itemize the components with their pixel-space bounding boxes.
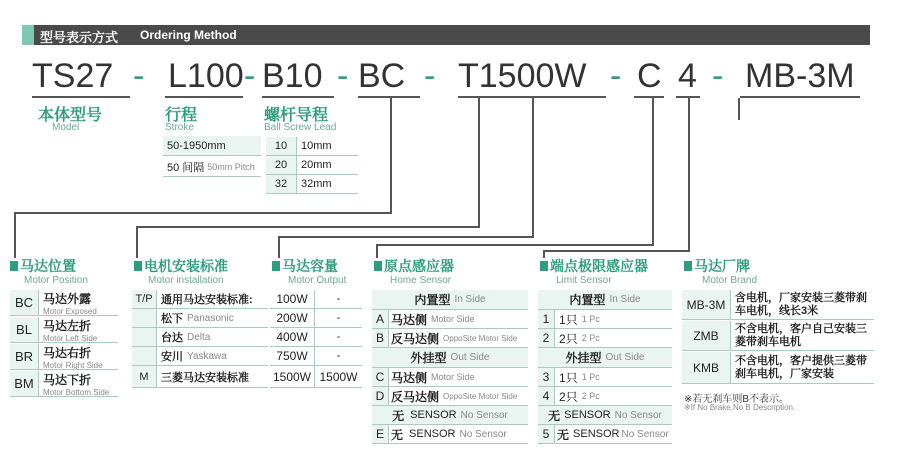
home-title: 原点感应器: [374, 256, 454, 276]
brand-desc: 不含电机，客户自己安装三菱带刹车电机: [730, 321, 874, 351]
code-limit: 4: [678, 57, 697, 95]
connector: [532, 98, 534, 238]
home-code: A: [372, 310, 388, 329]
header-title-cn: 型号表示方式: [40, 30, 119, 45]
connector: [738, 98, 740, 120]
square-icon: [684, 261, 692, 271]
square-icon: [374, 261, 382, 271]
home-desc: 马达侧 Motor Side: [388, 368, 528, 387]
home-desc: 马达侧 Motor Side: [388, 310, 528, 329]
limit-desc: 2只 2 Pc: [554, 329, 672, 348]
output-alt: -: [314, 347, 362, 366]
home-code: E: [372, 425, 388, 444]
install-code: M: [132, 366, 156, 388]
model-label-en: Model: [52, 122, 80, 133]
home-group-inside: 内置型 In Side: [372, 290, 528, 310]
limit-desc: 无 SENSOR No Sensor: [554, 425, 672, 444]
lead-code: 32: [266, 175, 296, 194]
install-code: [132, 347, 156, 366]
limit-code: 5: [538, 425, 554, 444]
code-lead: B10: [262, 57, 323, 95]
install-desc: 台达 Delta: [156, 328, 268, 347]
position-desc: 马达外露 Motor Exposed: [38, 290, 118, 316]
position-desc: 马达右折 Motor Right Side: [38, 344, 118, 370]
output-value: 750W: [270, 347, 314, 366]
brand-note-cn: ※若无刹车则B不表示。: [684, 394, 790, 405]
home-code: C: [372, 368, 388, 387]
limit-none-row: 无 SENSOR No Sensor: [538, 406, 672, 425]
limit-title: 端点极限感应器: [540, 256, 648, 276]
home-code: B: [372, 329, 388, 348]
square-icon: [272, 261, 280, 271]
output-title-en: Motor Output: [288, 275, 347, 286]
position-code: BL: [10, 317, 38, 343]
limit-title-en: Limit Sensor: [556, 275, 612, 286]
underline: [634, 96, 664, 98]
connector: [136, 226, 480, 228]
stroke-row: 50 间隔 50mm Pitch: [163, 157, 261, 177]
limit-group-outside: 外挂型 Out Side: [538, 348, 672, 368]
home-none-row: 无 SENSOR No Sensor: [372, 406, 528, 425]
code-dash: -: [244, 57, 256, 95]
lead-code: 10: [266, 137, 296, 156]
connector: [688, 98, 690, 252]
install-code: T/P: [132, 290, 156, 309]
output-alt: -: [314, 309, 362, 328]
header-accent: [22, 25, 34, 45]
connector: [376, 244, 654, 246]
code-position: BC: [358, 57, 406, 95]
output-alt: -: [314, 290, 362, 309]
code-dash: -: [337, 57, 349, 95]
position-code: BR: [10, 344, 38, 370]
lead-value: 20mm: [296, 156, 358, 175]
code-stroke: L100: [168, 57, 244, 95]
position-desc: 马达下折 Motor Bottom Side: [38, 371, 118, 397]
home-desc: 无 SENSOR No Sensor: [388, 425, 528, 444]
connector: [278, 236, 280, 258]
code-power: T1500W: [458, 57, 587, 95]
install-code: [132, 328, 156, 347]
connector: [652, 98, 654, 246]
limit-group-inside: 内置型 In Side: [538, 290, 672, 310]
code-dash: -: [610, 57, 622, 95]
stroke-title-cn: 行程: [165, 107, 198, 124]
underline: [358, 96, 420, 98]
limit-desc: 1只 1 Pc: [554, 310, 672, 329]
connector: [278, 236, 534, 238]
underline: [32, 96, 130, 98]
home-desc: 反马达侧 OppoSite Motor Side: [388, 329, 528, 348]
limit-desc: 2只 2 Pc: [554, 387, 672, 406]
lead-code: 20: [266, 156, 296, 175]
install-desc: 通用马达安装标准:: [156, 290, 268, 309]
brand-note-en: ※If No Brake,No B Description.: [684, 403, 796, 412]
square-icon: [134, 261, 142, 271]
brand-title: 马达厂牌: [684, 256, 750, 276]
output-title: 马达容量: [272, 256, 338, 276]
output-value: 400W: [270, 328, 314, 347]
brand-code: MB-3M: [682, 290, 730, 320]
lead-value: 10mm: [296, 137, 358, 156]
underline: [165, 96, 243, 98]
code-model: TS27: [32, 57, 114, 95]
code-brand: MB-3M: [745, 57, 855, 95]
lead-title-en: Ball Screw Lead: [264, 122, 337, 133]
limit-code: 1: [538, 310, 554, 329]
install-title-en: Motor installation: [148, 275, 224, 286]
brand-desc: 含电机，厂家安装三菱带刹车电机，线长3米: [730, 290, 874, 320]
install-code: [132, 309, 156, 328]
brand-title-en: Motor Brand: [702, 275, 758, 286]
code-dash: -: [712, 57, 724, 95]
position-desc: 马达左折 Motor Left Side: [38, 317, 118, 343]
output-alt: -: [314, 328, 362, 347]
brand-code: KMB: [682, 352, 730, 384]
underline: [740, 96, 860, 98]
limit-desc: 1只 1 Pc: [554, 368, 672, 387]
connector: [136, 226, 138, 258]
header-title-en: Ordering Method: [140, 28, 237, 42]
lead-title-cn: 螺杆导程: [264, 107, 329, 124]
stroke-title-en: Stroke: [165, 122, 194, 133]
position-title-en: Motor Position: [24, 275, 88, 286]
output-value: 1500W: [270, 366, 314, 388]
square-icon: [540, 261, 548, 271]
connector: [14, 212, 392, 214]
connector: [478, 98, 480, 228]
connector: [543, 250, 690, 252]
install-desc: 安川 Yaskawa: [156, 347, 268, 366]
connector: [14, 212, 16, 258]
home-group-outside: 外挂型 Out Side: [372, 348, 528, 368]
position-code: BC: [10, 290, 38, 316]
position-code: BM: [10, 371, 38, 397]
model-label-cn: 本体型号: [38, 107, 103, 124]
limit-code: 2: [538, 329, 554, 348]
output-value: 100W: [270, 290, 314, 309]
limit-code: 4: [538, 387, 554, 406]
code-home: C: [637, 57, 662, 95]
install-desc: 三菱马达安装标准: [156, 366, 268, 388]
home-desc: 反马达侧 OppoSite Motor Side: [388, 387, 528, 406]
code-dash: -: [424, 57, 436, 95]
home-title-en: Home Sensor: [390, 275, 452, 286]
position-title: 马达位置: [10, 256, 76, 276]
output-alt: 1500W: [314, 366, 362, 388]
brand-code: ZMB: [682, 321, 730, 351]
code-dash: -: [133, 57, 145, 95]
connector: [390, 98, 392, 214]
install-desc: 松下 Panasonic: [156, 309, 268, 328]
lead-value: 32mm: [296, 175, 358, 194]
stroke-row: 50-1950mm: [163, 136, 261, 156]
limit-code: 3: [538, 368, 554, 387]
home-code: D: [372, 387, 388, 406]
output-value: 200W: [270, 309, 314, 328]
install-title: 电机安装标准: [134, 256, 228, 276]
brand-desc: 不含电机，客户提供三菱带刹车电机，厂家安装: [730, 352, 874, 384]
square-icon: [10, 261, 18, 271]
underline: [262, 96, 334, 98]
